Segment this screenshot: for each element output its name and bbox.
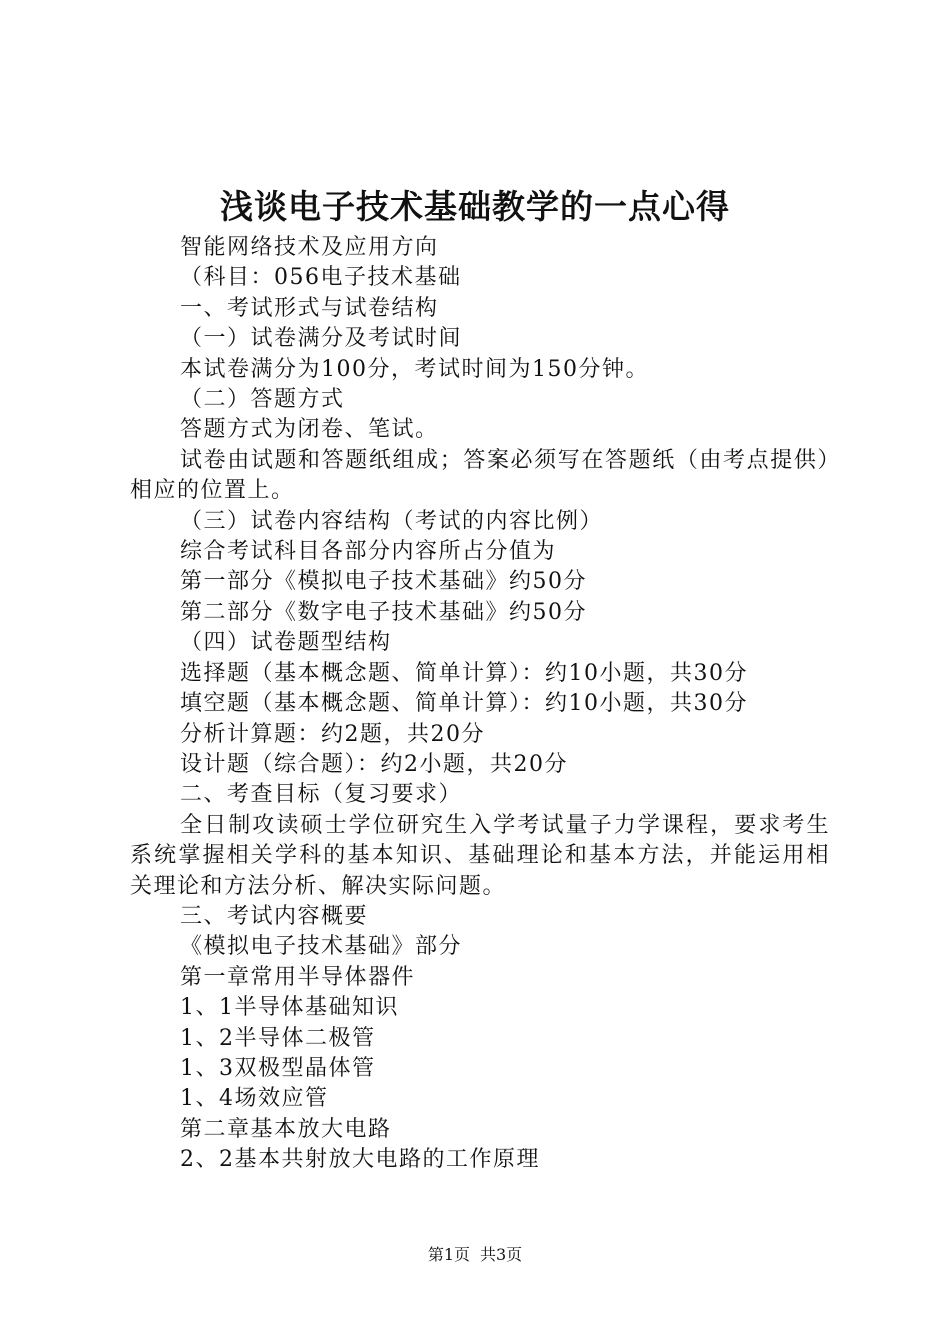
section-heading: 三、考试内容概要 [180,903,369,929]
subsection-heading: （一）试卷满分及考试时间 [180,326,463,352]
list-item: 1、1半导体基础知识 [180,995,399,1021]
paragraph: 试卷由试题和答题纸组成；答案必须写在答题纸（由考点提供）相应的位置上。 [130,447,830,504]
paragraph: 本试卷满分为100分，考试时间为150分钟。 [180,356,649,382]
list-item: 1、3双极型晶体管 [180,1055,376,1081]
subsection-heading: （三）试卷内容结构（考试的内容比例） [180,508,604,534]
paragraph: 设计题（综合题）：约2小题，共20分 [180,751,568,777]
chapter-heading: 第二章基本放大电路 [180,1116,392,1142]
paragraph: （科目：056电子技术基础 [180,265,462,291]
paragraph: 全日制攻读硕士学位研究生入学考试量子力学课程，要求考生系统掌握相关学科的基本知识、基础理论和基本方法，并能运用相关理论和方法分析、解决实际问题。 [130,812,830,899]
paragraph: 答题方式为闭卷、笔试。 [180,417,439,443]
subsection-heading: （四）试卷题型结构 [180,630,392,656]
chapter-heading: 第一章常用半导体器件 [180,964,416,990]
paragraph: 选择题（基本概念题、简单计算）：约10小题，共30分 [180,660,748,686]
paragraph: 分析计算题：约2题，共20分 [180,721,485,747]
list-item: 1、4场效应管 [180,1086,329,1112]
paragraph: 填空题（基本概念题、简单计算）：约10小题，共30分 [180,691,748,717]
subsection-heading: （二）答题方式 [180,387,345,413]
paragraph: 《模拟电子技术基础》部分 [180,934,463,960]
paragraph: 智能网络技术及应用方向 [180,235,439,260]
document-body [130,233,830,1176]
page-total: 共3页 [480,1245,523,1264]
paragraph: 第二部分《数字电子技术基础》约50分 [180,599,587,625]
paragraph: 第一部分《模拟电子技术基础》约50分 [180,569,587,595]
section-heading: 二、考查目标（复习要求） [180,782,463,808]
list-item: 2、2基本共射放大电路的工作原理 [180,1147,540,1173]
paragraph: 综合考试科目各部分内容所占分值为 [180,539,557,565]
page-number: 第1页 [427,1245,470,1264]
list-item: 1、2半导体二极管 [180,1025,376,1051]
page-footer [0,1243,950,1267]
document-title: 浅谈电子技术基础教学的一点心得 [220,187,730,226]
section-heading: 一、考试形式与试卷结构 [180,295,439,321]
